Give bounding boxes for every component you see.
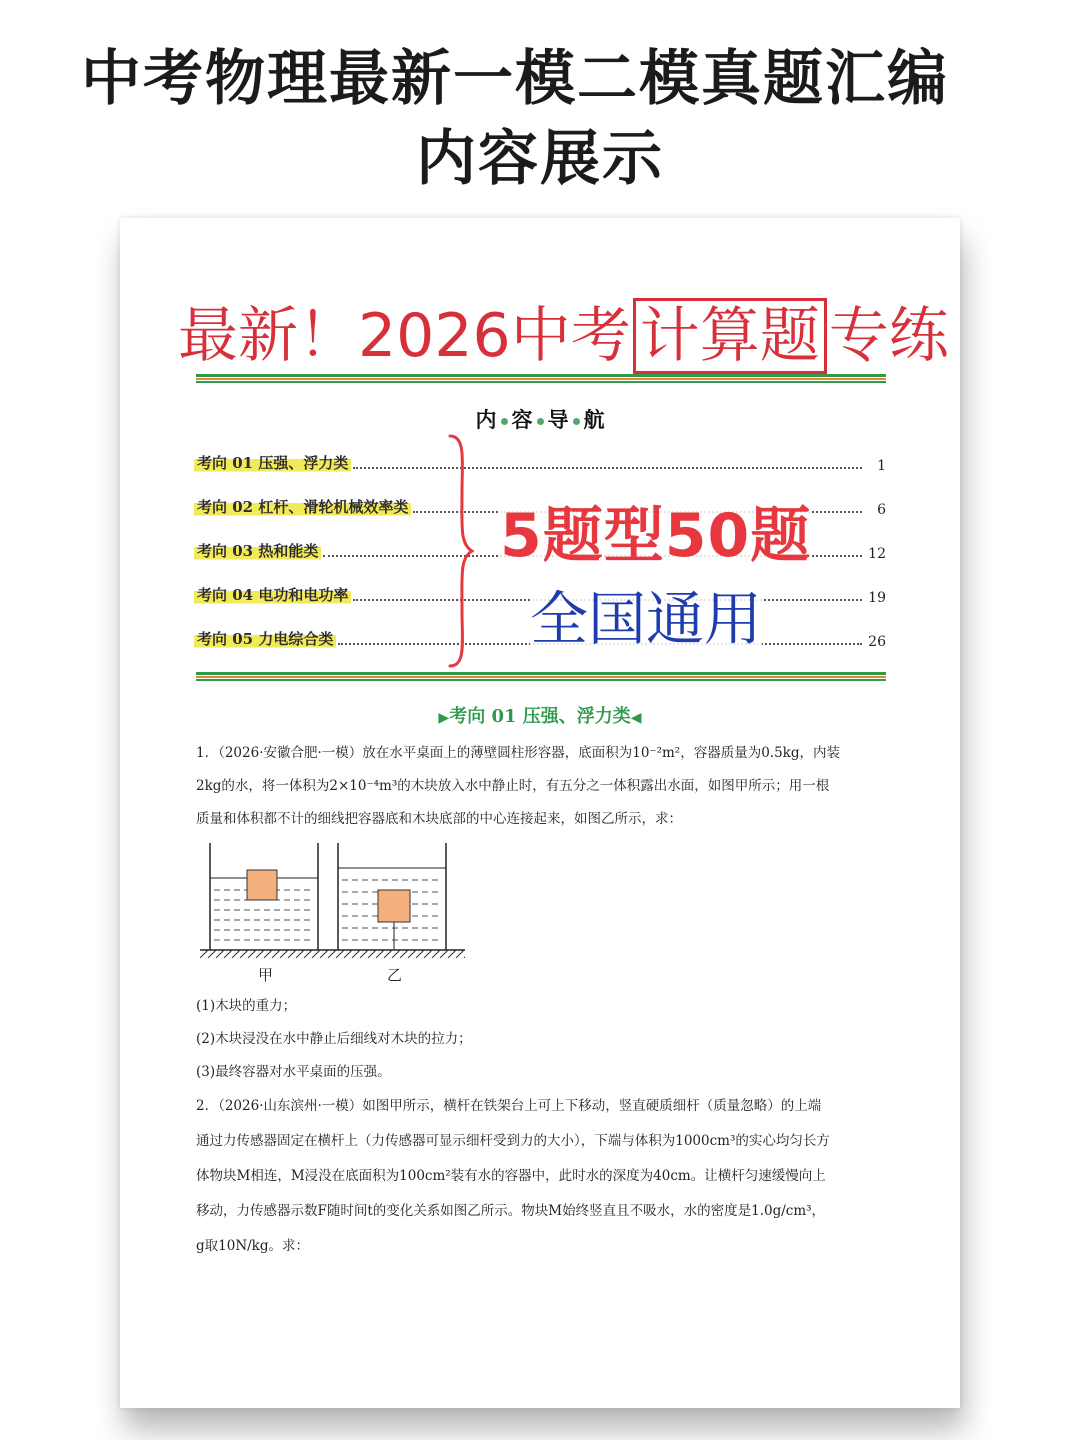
- bottom-divider: [196, 672, 886, 681]
- stamp-scope: 全国通用: [530, 585, 763, 653]
- question-1-subparts: [196, 990, 886, 1089]
- triangle-right-icon: ▶: [438, 710, 450, 726]
- toc-item-label: 考向 04 电功和电功率: [194, 583, 351, 606]
- toc-page-number: 19: [868, 590, 886, 606]
- toc-page-number: 12: [868, 546, 886, 562]
- curly-brace-icon: [444, 432, 474, 670]
- toc-item-label: 考向 03 热和能类: [194, 539, 321, 562]
- toc-page-number: 26: [868, 634, 886, 650]
- figure-label-b: 乙: [387, 966, 403, 984]
- stamp-question-count: 5题型50题: [500, 501, 812, 571]
- top-divider: [196, 374, 886, 383]
- q2-line: 通过力传感器固定在横杆上（力传感器可显示细杆受到力的大小），下端与体积为1000cm³的实心均匀长方: [196, 1133, 830, 1149]
- q1-line: 质量和体积都不计的细线把容器底和木块底部的中心连接起来，如图乙所示，求：: [196, 811, 682, 827]
- toc-heading: 内 容 导 航: [475, 408, 605, 432]
- toc-item-label: 考向 02 杠杆、滑轮机械效率类: [194, 495, 411, 518]
- q1-subpart: (2)木块浸没在水中静止后细线对木块的拉力；: [196, 1031, 472, 1047]
- document-title: [178, 296, 949, 376]
- toc-item-label: 考向 05 力电综合类: [194, 627, 336, 650]
- toc-leader: [353, 467, 862, 469]
- toc-page-number: 6: [877, 502, 886, 518]
- toc-page-number: 1: [877, 458, 886, 474]
- toc-item-label: 考向 01 压强、浮力类: [194, 451, 351, 474]
- figure-label-a: 甲: [258, 966, 274, 984]
- title-boxed-text: 计算题: [633, 298, 827, 374]
- q2-line: 2．（2026·山东滨州·一模）如图甲所示，横杆在铁架台上可上下移动，竖直硬质细杆（质量忽略）的上端: [196, 1098, 822, 1114]
- q1-subpart: (1)木块的重力；: [196, 998, 297, 1014]
- q2-line: 移动，力传感器示数F随时间t的变化关系如图乙所示。物块M始终竖直且不吸水，水的密度是1.0g/cm³，: [196, 1203, 826, 1219]
- q1-line: 1．（2026·安徽合肥·一模）放在水平桌面上的薄壁圆柱形容器，底面积为10⁻²m²，容器质量为0.5kg，内装: [196, 745, 840, 761]
- title-suffix: 专练: [828, 301, 949, 371]
- q1-line: 2kg的水，将一体积为2×10⁻⁴m³的木块放入水中静止时，有五分之一体积露出水面，如图甲所示；用一根: [196, 778, 830, 794]
- banner-line-2: 内容展示: [416, 124, 664, 194]
- question-1: [196, 737, 886, 836]
- document-page: [120, 218, 960, 1408]
- triangle-left-icon: ◀: [630, 710, 642, 726]
- section-heading: ▶考向 01 压强、浮力类◀: [438, 706, 642, 727]
- banner: [0, 40, 1080, 198]
- banner-line-1: 中考物理最新一模二模真题汇编: [81, 44, 949, 114]
- q2-line: g取10N/kg。求：: [196, 1238, 310, 1254]
- title-prefix: 最新！2026中考: [178, 301, 631, 371]
- container-figure: [200, 838, 470, 988]
- q1-subpart: (3)最终容器对水平桌面的压强。: [196, 1064, 391, 1080]
- question-2: [196, 1089, 886, 1264]
- toc-item[interactable]: [194, 448, 886, 474]
- q2-line: 体物块M相连，M浸没在底面积为100cm²装有水的容器中，此时水的深度为40cm。让横杆匀速缓慢向上: [196, 1168, 826, 1184]
